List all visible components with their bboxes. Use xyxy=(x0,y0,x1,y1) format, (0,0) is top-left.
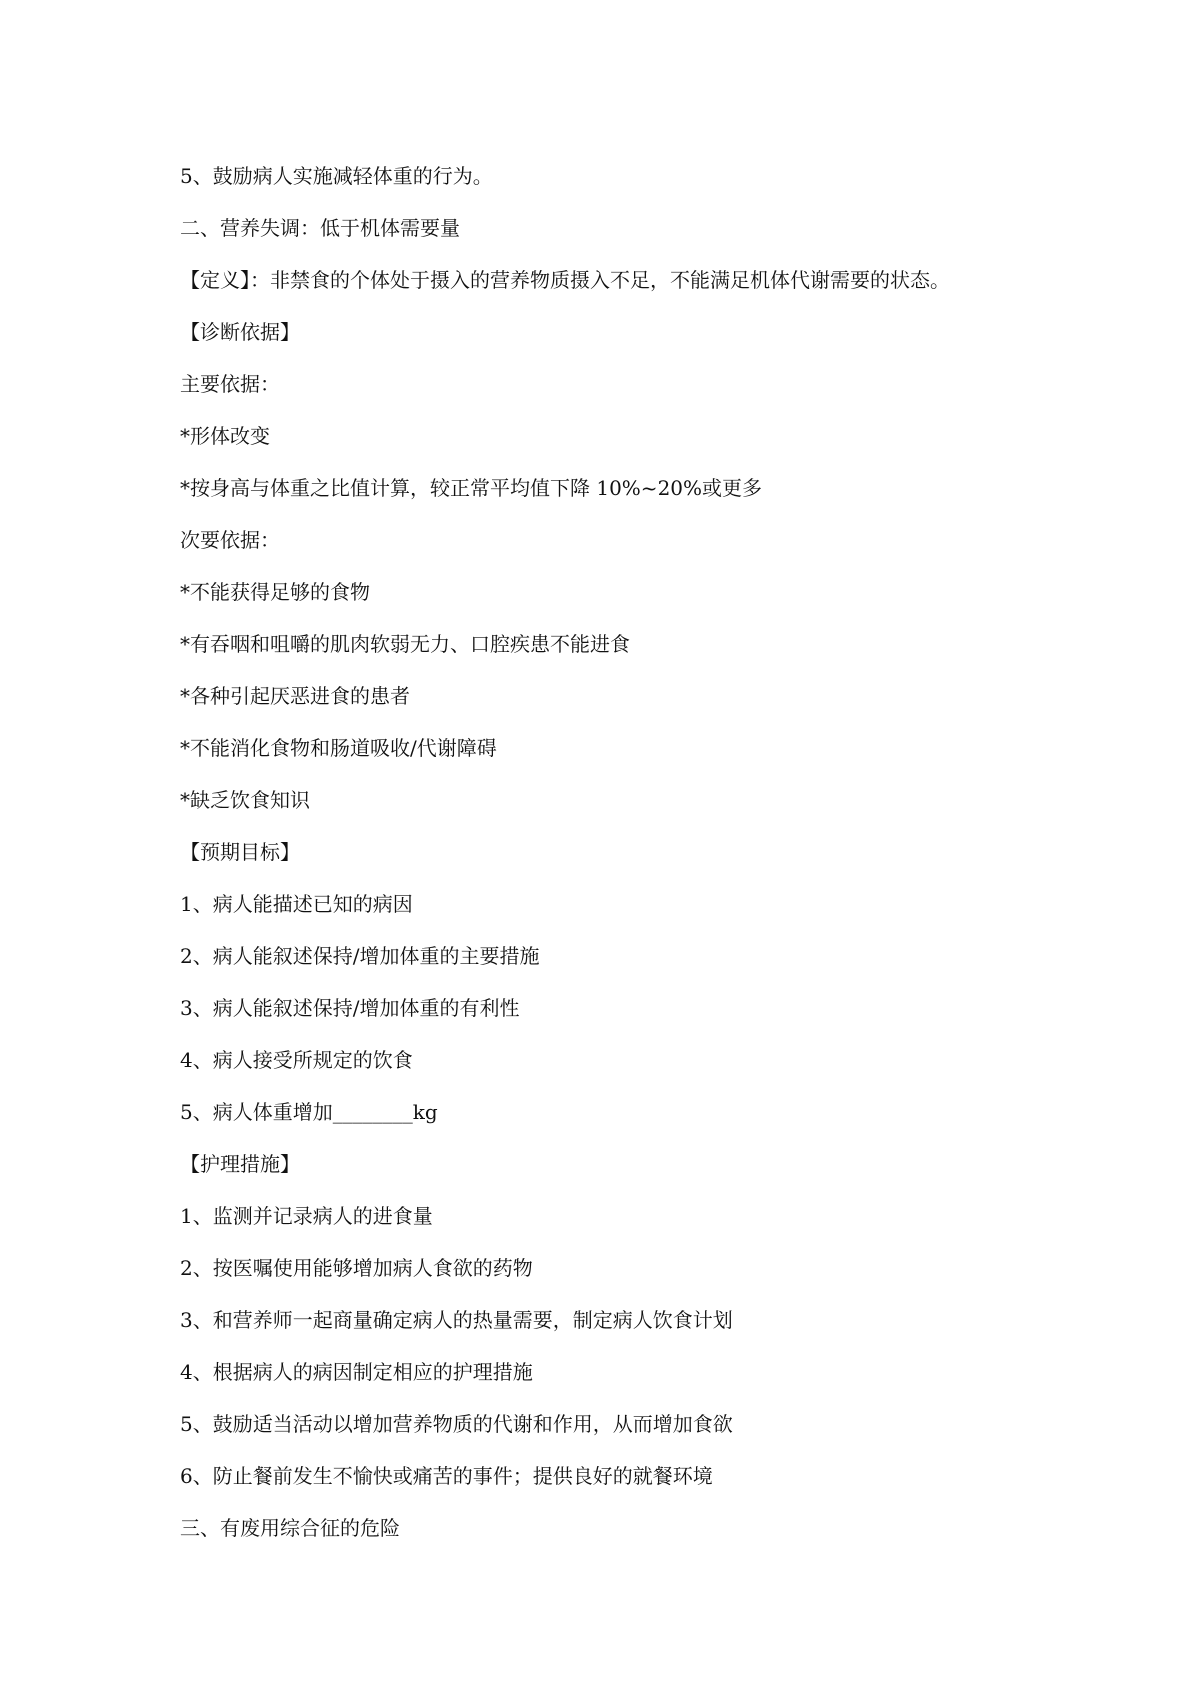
goal-item-5: 5、病人体重增加________kg xyxy=(180,1100,438,1124)
bullet-height-weight-ratio: *按身高与体重之比值计算，较正常平均值下降 10%~20%或更多 xyxy=(180,476,763,500)
list-item-encourage-weight-loss: 5、鼓励病人实施减轻体重的行为。 xyxy=(180,164,493,188)
measure-item-3: 3、和营养师一起商量确定病人的热量需要，制定病人饮食计划 xyxy=(180,1308,733,1332)
measure-item-4: 4、根据病人的病因制定相应的护理措施 xyxy=(180,1360,533,1384)
section-heading-nutrition-imbalance: 二、营养失调：低于机体需要量 xyxy=(180,216,460,240)
goal-item-2: 2、病人能叙述保持/增加体重的主要措施 xyxy=(180,944,540,968)
measure-item-2: 2、按医嘱使用能够增加病人食欲的药物 xyxy=(180,1256,533,1280)
subheading-diagnostic-basis: 【诊断依据】 xyxy=(180,320,300,344)
subheading-expected-goals: 【预期目标】 xyxy=(180,840,300,864)
bullet-insufficient-food: *不能获得足够的食物 xyxy=(180,580,370,604)
label-major-basis: 主要依据： xyxy=(180,372,280,396)
document-body xyxy=(180,150,1080,1554)
subheading-nursing-measures: 【护理措施】 xyxy=(180,1152,300,1176)
measure-item-6: 6、防止餐前发生不愉快或痛苦的事件；提供良好的就餐环境 xyxy=(180,1464,713,1488)
measure-item-5: 5、鼓励适当活动以增加营养物质的代谢和作用，从而增加食欲 xyxy=(180,1412,733,1436)
bullet-food-aversion: *各种引起厌恶进食的患者 xyxy=(180,684,410,708)
definition-paragraph: 【定义】：非禁食的个体处于摄入的营养物质摄入不足，不能满足机体代谢需要的状态。 xyxy=(180,268,950,292)
goal-item-3: 3、病人能叙述保持/增加体重的有利性 xyxy=(180,996,520,1020)
label-minor-basis: 次要依据： xyxy=(180,528,280,552)
section-heading-disuse-syndrome: 三、有废用综合征的危险 xyxy=(180,1516,400,1540)
measure-item-1: 1、监测并记录病人的进食量 xyxy=(180,1204,433,1228)
goal-item-1: 1、病人能描述已知的病因 xyxy=(180,892,413,916)
bullet-digestion-absorption: *不能消化食物和肠道吸收/代谢障碍 xyxy=(180,736,497,760)
bullet-body-shape-change: *形体改变 xyxy=(180,424,270,448)
goal-item-4: 4、病人接受所规定的饮食 xyxy=(180,1048,413,1072)
bullet-lack-diet-knowledge: *缺乏饮食知识 xyxy=(180,788,310,812)
bullet-swallowing-weakness: *有吞咽和咀嚼的肌肉软弱无力、口腔疾患不能进食 xyxy=(180,632,630,656)
